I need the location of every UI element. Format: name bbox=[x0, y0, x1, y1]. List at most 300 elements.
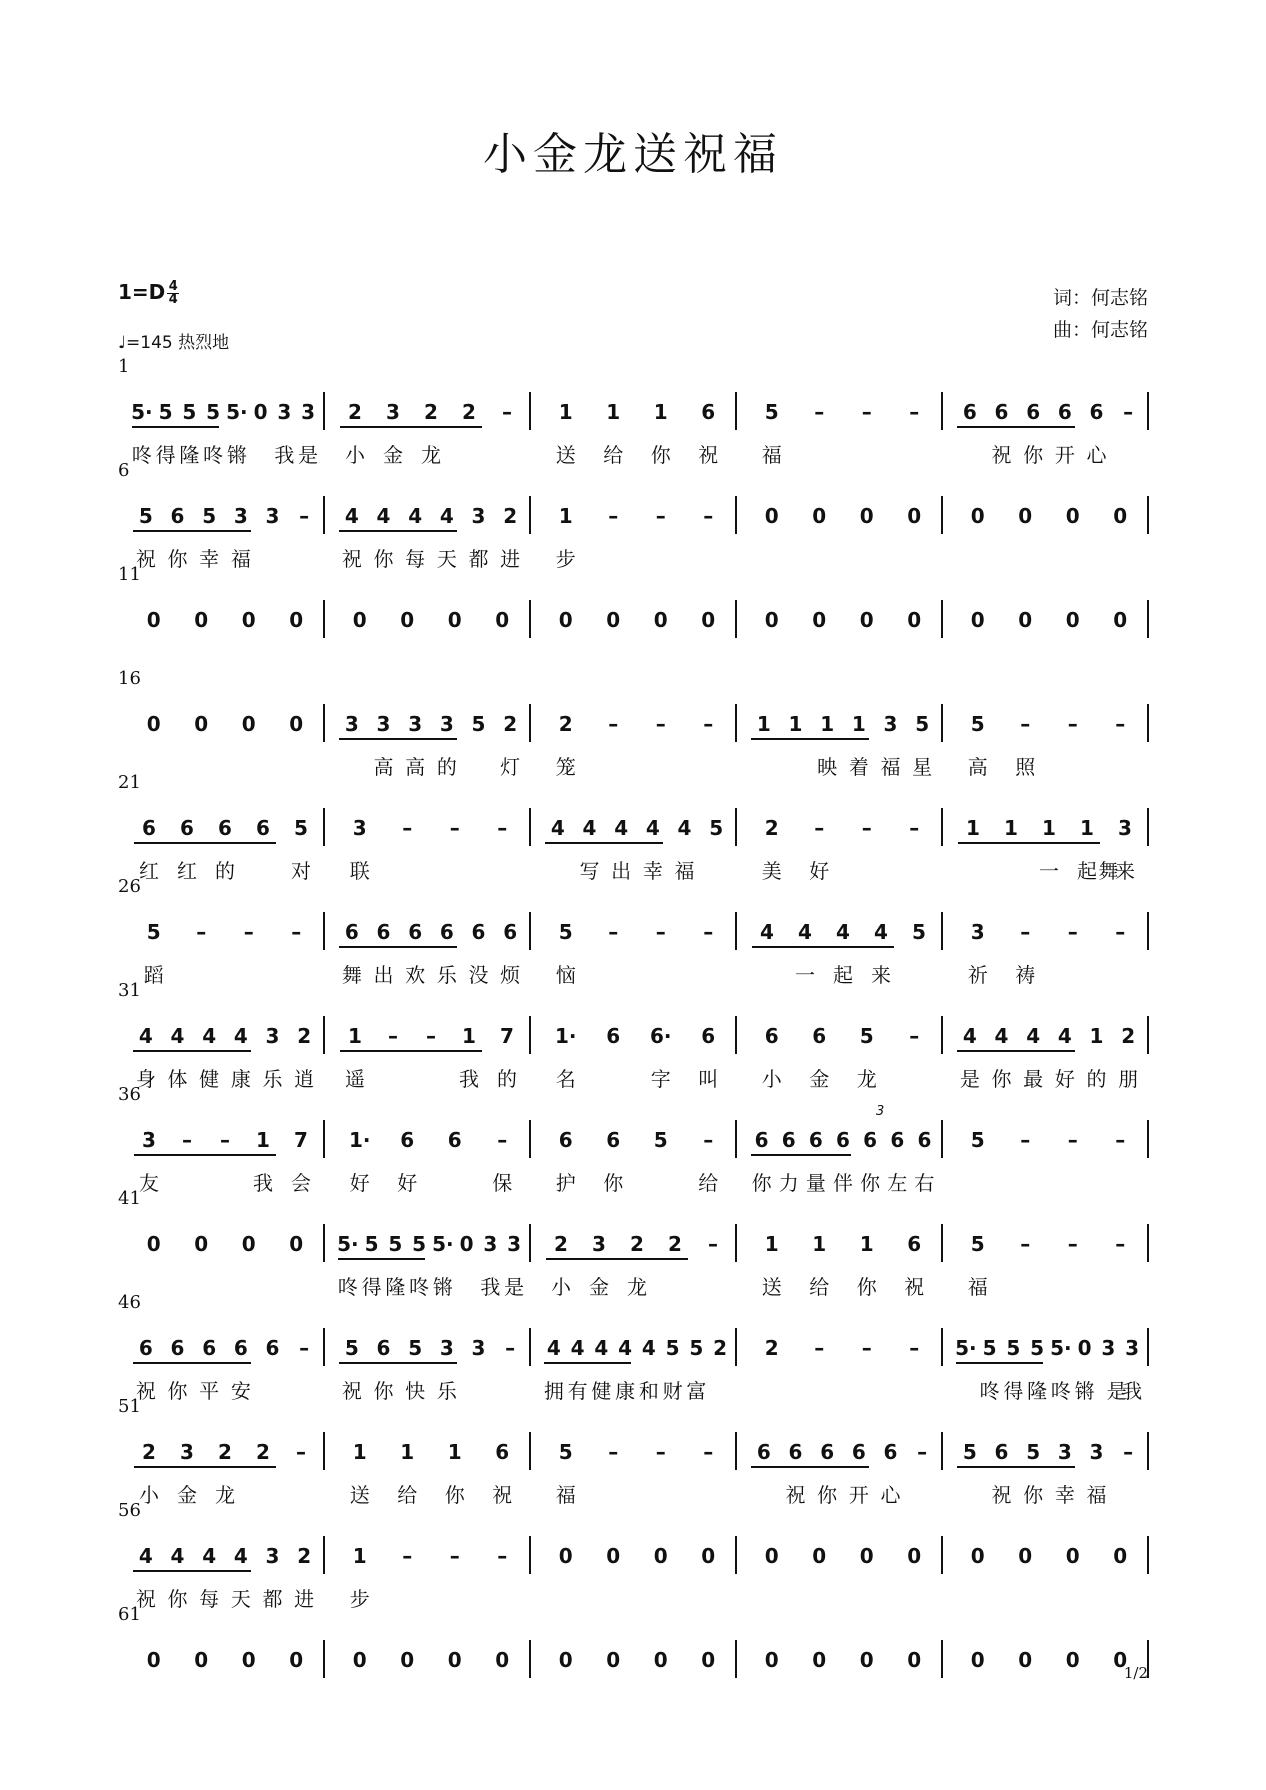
lyric-syllable: 康 bbox=[615, 1379, 636, 1403]
note: 3 bbox=[1125, 1336, 1140, 1360]
note: 6 bbox=[754, 1128, 769, 1152]
note: 5 bbox=[962, 1440, 977, 1464]
note: 0 bbox=[606, 608, 621, 632]
note: 6 bbox=[265, 1336, 280, 1360]
note: 0 bbox=[907, 504, 922, 528]
beam-underline bbox=[339, 738, 457, 740]
note: 5 bbox=[982, 1336, 997, 1360]
lyricist: 词：何志铭 bbox=[1052, 287, 1148, 309]
dash-extension: – bbox=[243, 920, 254, 944]
lyric-syllable: 得 bbox=[155, 443, 176, 467]
note: 4 bbox=[138, 1544, 153, 1568]
dash-extension: – bbox=[1020, 1128, 1031, 1152]
barline bbox=[941, 808, 943, 846]
lyric-syllable: 你 bbox=[751, 1171, 772, 1195]
lyric-syllable: 恼 bbox=[555, 963, 576, 987]
note: 5 bbox=[970, 1128, 985, 1152]
note: 0 bbox=[653, 1544, 668, 1568]
dash-extension: – bbox=[909, 816, 920, 840]
lyric-syllable: 步 bbox=[555, 547, 576, 571]
note: 6 bbox=[788, 1440, 803, 1464]
note: 1 bbox=[558, 400, 573, 424]
lyric-syllable: 进 bbox=[294, 1587, 315, 1611]
note: 1 bbox=[558, 504, 573, 528]
lyric-syllable: 一 bbox=[1039, 859, 1059, 883]
dash-extension: – bbox=[299, 504, 310, 528]
note: 4 bbox=[202, 1024, 217, 1048]
key-label: 1=D bbox=[118, 280, 166, 304]
note: 5 bbox=[206, 400, 221, 424]
lyric-syllable: 的 bbox=[436, 755, 457, 779]
note: 0 bbox=[253, 400, 268, 424]
lyric-syllable: 福 bbox=[1086, 1483, 1107, 1507]
lyric-syllable: 字 bbox=[650, 1067, 671, 1091]
lyric-syllable: 龙 bbox=[627, 1275, 647, 1299]
note: 4 bbox=[233, 1024, 248, 1048]
note: 0 bbox=[558, 608, 573, 632]
barline bbox=[323, 1536, 325, 1574]
lyric-syllable: 高 bbox=[967, 755, 988, 779]
dash-extension: – bbox=[917, 1440, 928, 1464]
note: 1· bbox=[554, 1024, 577, 1048]
score-system bbox=[118, 980, 1148, 1098]
lyric-syllable: 健 bbox=[591, 1379, 612, 1403]
dash-extension: – bbox=[861, 400, 872, 424]
lyric-syllable: 每 bbox=[405, 547, 426, 571]
note: 0 bbox=[558, 1544, 573, 1568]
note: 0 bbox=[352, 608, 367, 632]
lyric-syllable: 没 bbox=[468, 963, 489, 987]
note: 2 bbox=[256, 1440, 270, 1464]
dash-extension: – bbox=[608, 504, 619, 528]
note: 0 bbox=[447, 1648, 462, 1672]
note: 6 bbox=[138, 1336, 153, 1360]
note: 5 bbox=[408, 1336, 423, 1360]
dash-extension: – bbox=[497, 816, 508, 840]
note: 1 bbox=[352, 1544, 367, 1568]
note: 4 bbox=[439, 504, 454, 528]
note: 0 bbox=[146, 1648, 161, 1672]
score-system bbox=[118, 876, 1148, 994]
note: 3 bbox=[301, 400, 316, 424]
note: 1 bbox=[812, 1232, 827, 1256]
lyric-syllable: 是 bbox=[298, 443, 319, 467]
note: 2 bbox=[713, 1336, 728, 1360]
lyric-syllable: 名 bbox=[555, 1067, 576, 1091]
dash-extension: – bbox=[909, 1336, 920, 1360]
note: 6 bbox=[439, 920, 454, 944]
note: 5 bbox=[558, 920, 573, 944]
note: 5· bbox=[337, 1232, 359, 1256]
lyric-syllable: 给 bbox=[397, 1483, 418, 1507]
barline bbox=[735, 392, 737, 430]
note: 5 bbox=[558, 1440, 573, 1464]
note: 1 bbox=[764, 1232, 779, 1256]
dash-extension: – bbox=[703, 504, 714, 528]
note: 5 bbox=[665, 1336, 680, 1360]
lyric-syllable: 来 bbox=[871, 963, 891, 987]
note: 2 bbox=[462, 400, 476, 424]
dash-extension: – bbox=[703, 920, 714, 944]
note: 0 bbox=[194, 712, 209, 736]
barline bbox=[941, 392, 943, 430]
note: 5· bbox=[432, 1232, 454, 1256]
credits bbox=[1053, 282, 1148, 346]
lyric-syllable: 开 bbox=[848, 1483, 869, 1507]
lyric-syllable: 红 bbox=[139, 859, 159, 883]
lyric-syllable: 富 bbox=[686, 1379, 707, 1403]
note: 7 bbox=[294, 1128, 308, 1152]
note: 3 bbox=[507, 1232, 522, 1256]
note: 0 bbox=[606, 1544, 621, 1568]
lyric-syllable: 龙 bbox=[421, 443, 441, 467]
note: 1 bbox=[1089, 1024, 1104, 1048]
note: 3 bbox=[1057, 1440, 1072, 1464]
note: 0 bbox=[400, 1648, 415, 1672]
barline bbox=[735, 600, 737, 638]
note: 6 bbox=[701, 400, 716, 424]
note: 6 bbox=[376, 1336, 391, 1360]
barline bbox=[735, 1328, 737, 1366]
note: 2 bbox=[218, 1440, 232, 1464]
note: 3 bbox=[471, 504, 486, 528]
dash-extension: – bbox=[1067, 1232, 1078, 1256]
note: 0 bbox=[764, 608, 779, 632]
note: 6 bbox=[907, 1232, 922, 1256]
score-system bbox=[118, 564, 1148, 682]
lyric-syllable: 小 bbox=[345, 443, 365, 467]
beam-underline bbox=[751, 1154, 851, 1156]
barline bbox=[529, 1016, 531, 1054]
lyric-syllable: 你 bbox=[1023, 443, 1044, 467]
note: 5 bbox=[202, 504, 217, 528]
note: 0 bbox=[764, 1648, 779, 1672]
dash-extension: – bbox=[1067, 1128, 1078, 1152]
note: 6 bbox=[495, 1440, 510, 1464]
note: 6 bbox=[344, 920, 359, 944]
score-system bbox=[118, 460, 1148, 578]
barline bbox=[735, 808, 737, 846]
beam-underline bbox=[957, 426, 1075, 428]
note: 4 bbox=[798, 920, 812, 944]
note: 6 bbox=[408, 920, 423, 944]
score-system bbox=[118, 772, 1148, 890]
dash-extension: – bbox=[1115, 920, 1126, 944]
lyric-syllable: 友 bbox=[139, 1171, 159, 1195]
beam-underline bbox=[134, 1466, 276, 1468]
note: 5 bbox=[1006, 1336, 1021, 1360]
lyric-syllable: 你 bbox=[1023, 1483, 1044, 1507]
note: 4 bbox=[760, 920, 774, 944]
dash-extension: – bbox=[608, 1440, 619, 1464]
dash-extension: – bbox=[703, 1440, 714, 1464]
barline bbox=[529, 1328, 531, 1366]
dash-extension: – bbox=[1067, 712, 1078, 736]
lyric-syllable: 是 bbox=[1106, 1379, 1127, 1403]
note: 3 bbox=[483, 1232, 498, 1256]
dash-extension: – bbox=[1067, 920, 1078, 944]
lyric-syllable: 着 bbox=[848, 755, 869, 779]
lyric-syllable: 心 bbox=[1086, 443, 1107, 467]
note: 0 bbox=[859, 1544, 874, 1568]
dash-extension: – bbox=[861, 1336, 872, 1360]
note: 0 bbox=[764, 1544, 779, 1568]
dash-extension: – bbox=[814, 400, 825, 424]
note: 0 bbox=[289, 712, 304, 736]
barline bbox=[1147, 1224, 1149, 1262]
note: 5 bbox=[970, 712, 985, 736]
note: 6 bbox=[701, 1024, 716, 1048]
dash-extension: – bbox=[703, 1128, 714, 1152]
dash-extension: – bbox=[449, 1544, 460, 1568]
barline bbox=[941, 1016, 943, 1054]
beam-underline bbox=[752, 946, 894, 948]
note: 0 bbox=[1018, 504, 1033, 528]
lyric-syllable: 福 bbox=[674, 859, 695, 883]
beam-underline bbox=[957, 1466, 1075, 1468]
dash-extension: – bbox=[296, 1440, 306, 1464]
note: 0 bbox=[653, 1648, 668, 1672]
beam-underline bbox=[751, 1466, 869, 1468]
lyric-syllable: 天 bbox=[230, 1587, 251, 1611]
note: 6 bbox=[863, 1128, 878, 1152]
lyric-syllable: 你 bbox=[167, 1379, 188, 1403]
barline bbox=[529, 704, 531, 742]
note: 6 bbox=[606, 1128, 621, 1152]
note: 6 bbox=[170, 504, 185, 528]
lyric-syllable: 你 bbox=[444, 1483, 465, 1507]
beam-underline bbox=[338, 1258, 425, 1260]
measure-number: 46 bbox=[118, 1292, 141, 1313]
barline bbox=[1147, 1432, 1149, 1470]
note: 0 bbox=[970, 1648, 985, 1672]
lyric-syllable: 幸 bbox=[199, 547, 220, 571]
note: 0 bbox=[907, 608, 922, 632]
note: 5 bbox=[344, 1336, 359, 1360]
lyric-syllable: 你 bbox=[817, 1483, 838, 1507]
dash-extension: – bbox=[703, 712, 714, 736]
note: 1 bbox=[851, 712, 866, 736]
note: 6 bbox=[764, 1024, 779, 1048]
note: 5 bbox=[1030, 1336, 1045, 1360]
lyric-syllable: 我 bbox=[274, 443, 295, 467]
note: 4 bbox=[170, 1544, 185, 1568]
note: 5 bbox=[1026, 1440, 1041, 1464]
key-signature bbox=[118, 280, 179, 306]
note: 5 bbox=[364, 1232, 379, 1256]
barline bbox=[529, 496, 531, 534]
beam-underline bbox=[339, 530, 457, 532]
lyric-syllable: 灯 bbox=[500, 755, 521, 779]
dash-extension: – bbox=[497, 1128, 508, 1152]
beam-underline bbox=[545, 842, 663, 844]
note: 5 bbox=[158, 400, 173, 424]
score-system bbox=[118, 1396, 1148, 1514]
lyric-syllable: 起 bbox=[1077, 859, 1097, 883]
beam-underline bbox=[957, 1050, 1075, 1052]
barline bbox=[941, 912, 943, 950]
note: 0 bbox=[859, 504, 874, 528]
note: 1 bbox=[352, 1440, 367, 1464]
barline bbox=[323, 1224, 325, 1262]
dash-extension: – bbox=[426, 1024, 436, 1048]
note: 0 bbox=[1113, 1648, 1128, 1672]
note: 0 bbox=[289, 1232, 304, 1256]
note: 0 bbox=[606, 1648, 621, 1672]
measure-number: 6 bbox=[118, 460, 130, 481]
lyric-syllable: 祝 bbox=[135, 547, 156, 571]
note: 1 bbox=[788, 712, 803, 736]
note: 0 bbox=[907, 1648, 922, 1672]
note: 0 bbox=[1065, 608, 1080, 632]
note: 6 bbox=[883, 1440, 898, 1464]
note: 2 bbox=[142, 1440, 156, 1464]
lyric-syllable: 联 bbox=[349, 859, 370, 883]
note: 0 bbox=[1113, 608, 1128, 632]
barline bbox=[941, 1432, 943, 1470]
score-system bbox=[118, 356, 1148, 474]
note: 6 bbox=[917, 1128, 932, 1152]
note: 0 bbox=[812, 1544, 827, 1568]
note: 4 bbox=[546, 1336, 561, 1360]
note: 6 bbox=[808, 1128, 823, 1152]
note: 0 bbox=[352, 1648, 367, 1672]
lyric-syllable: 祷 bbox=[1015, 963, 1036, 987]
note: 7 bbox=[500, 1024, 514, 1048]
lyric-syllable: 福 bbox=[761, 443, 782, 467]
dash-extension: – bbox=[1115, 1232, 1126, 1256]
measure-number: 31 bbox=[118, 980, 141, 1001]
note: 1 bbox=[400, 1440, 415, 1464]
barline bbox=[941, 1536, 943, 1574]
dash-extension: – bbox=[1123, 1440, 1134, 1464]
note: 5 bbox=[764, 400, 779, 424]
lyric-syllable: 乐 bbox=[436, 963, 457, 987]
dash-extension: – bbox=[861, 816, 872, 840]
lyric-syllable: 照 bbox=[1015, 755, 1036, 779]
lyric-syllable: 祝 bbox=[341, 1379, 362, 1403]
lyric-syllable: 叫 bbox=[698, 1067, 719, 1091]
note: 3 bbox=[386, 400, 400, 424]
beam-underline bbox=[133, 530, 251, 532]
note: 0 bbox=[289, 1648, 304, 1672]
barline bbox=[941, 1224, 943, 1262]
lyric-syllable: 你 bbox=[167, 1587, 188, 1611]
lyric-syllable: 你 bbox=[373, 547, 394, 571]
note: 6 bbox=[142, 816, 156, 840]
lyric-syllable: 身 bbox=[135, 1067, 156, 1091]
lyric-syllable: 天 bbox=[436, 547, 457, 571]
beam-underline bbox=[956, 1362, 1043, 1364]
dash-extension: – bbox=[1020, 712, 1031, 736]
lyric-syllable: 你 bbox=[856, 1275, 877, 1299]
note: 6 bbox=[836, 1128, 850, 1152]
lyric-syllable: 出 bbox=[611, 859, 632, 883]
barline bbox=[1147, 704, 1149, 742]
note: 4 bbox=[645, 816, 660, 840]
lyric-syllable: 隆 bbox=[1027, 1379, 1048, 1403]
lyric-syllable: 都 bbox=[468, 547, 489, 571]
note: 1 bbox=[756, 712, 771, 736]
lyric-syllable: 你 bbox=[860, 1171, 881, 1195]
note: 3 bbox=[408, 712, 423, 736]
note: 6 bbox=[820, 1440, 835, 1464]
lyric-syllable: 你 bbox=[650, 443, 671, 467]
note: 5 bbox=[294, 816, 308, 840]
dash-extension: – bbox=[1115, 712, 1126, 736]
measure-number: 56 bbox=[118, 1500, 141, 1521]
note: 2 bbox=[630, 1232, 644, 1256]
lyric-syllable: 祝 bbox=[341, 547, 362, 571]
lyric-syllable: 进 bbox=[500, 547, 521, 571]
lyric-syllable: 高 bbox=[373, 755, 394, 779]
note: 0 bbox=[194, 608, 209, 632]
note: 0 bbox=[812, 504, 827, 528]
dash-extension: – bbox=[388, 1024, 398, 1048]
beam-underline bbox=[133, 1050, 251, 1052]
note: 3 bbox=[439, 712, 454, 736]
note: 2 bbox=[424, 400, 438, 424]
beam-underline bbox=[133, 1362, 251, 1364]
note: 5 bbox=[412, 1232, 427, 1256]
lyric-syllable: 福 bbox=[880, 755, 901, 779]
score-system bbox=[118, 1188, 1148, 1306]
lyric-syllable: 步 bbox=[349, 1587, 370, 1611]
note: 0 bbox=[558, 1648, 573, 1672]
note: 5 bbox=[138, 504, 153, 528]
note: 0 bbox=[400, 608, 415, 632]
dash-extension: – bbox=[608, 712, 619, 736]
lyric-syllable: 是 bbox=[959, 1067, 980, 1091]
lyric-syllable: 右 bbox=[914, 1171, 935, 1195]
lyric-syllable: 幸 bbox=[642, 859, 663, 883]
score-title: 小金龙送祝福 bbox=[483, 129, 783, 180]
note: 0 bbox=[1077, 1336, 1092, 1360]
note: 0 bbox=[289, 608, 304, 632]
lyric-syllable: 体 bbox=[167, 1067, 188, 1091]
beam-underline bbox=[339, 946, 457, 948]
note: 0 bbox=[241, 608, 256, 632]
note: 0 bbox=[812, 1648, 827, 1672]
note: 1 bbox=[1080, 816, 1094, 840]
dash-extension: – bbox=[182, 1128, 192, 1152]
note: 3 bbox=[265, 504, 280, 528]
measure-number: 51 bbox=[118, 1396, 141, 1417]
lyric-syllable: 咚 bbox=[1050, 1379, 1071, 1403]
dash-extension: – bbox=[608, 920, 619, 944]
note: 6 bbox=[606, 1024, 621, 1048]
lyric-syllable: 红 bbox=[177, 859, 197, 883]
lyric-syllable: 给 bbox=[698, 1171, 719, 1195]
lyric-syllable: 的 bbox=[497, 1067, 517, 1091]
note: 1· bbox=[348, 1128, 371, 1152]
barline bbox=[323, 912, 325, 950]
note: 4 bbox=[1026, 1024, 1041, 1048]
note: 5 bbox=[471, 712, 486, 736]
note: 0 bbox=[1065, 1648, 1080, 1672]
note: 0 bbox=[1018, 1648, 1033, 1672]
note: 0 bbox=[764, 504, 779, 528]
note: 4 bbox=[202, 1544, 217, 1568]
lyric-syllable: 量 bbox=[805, 1171, 826, 1195]
lyric-syllable: 祝 bbox=[135, 1379, 156, 1403]
note: 6 bbox=[781, 1128, 796, 1152]
dash-extension: – bbox=[909, 400, 920, 424]
barline bbox=[941, 1328, 943, 1366]
note: 6 bbox=[202, 1336, 217, 1360]
note: 6 bbox=[233, 1336, 248, 1360]
note: 3 bbox=[1118, 816, 1132, 840]
